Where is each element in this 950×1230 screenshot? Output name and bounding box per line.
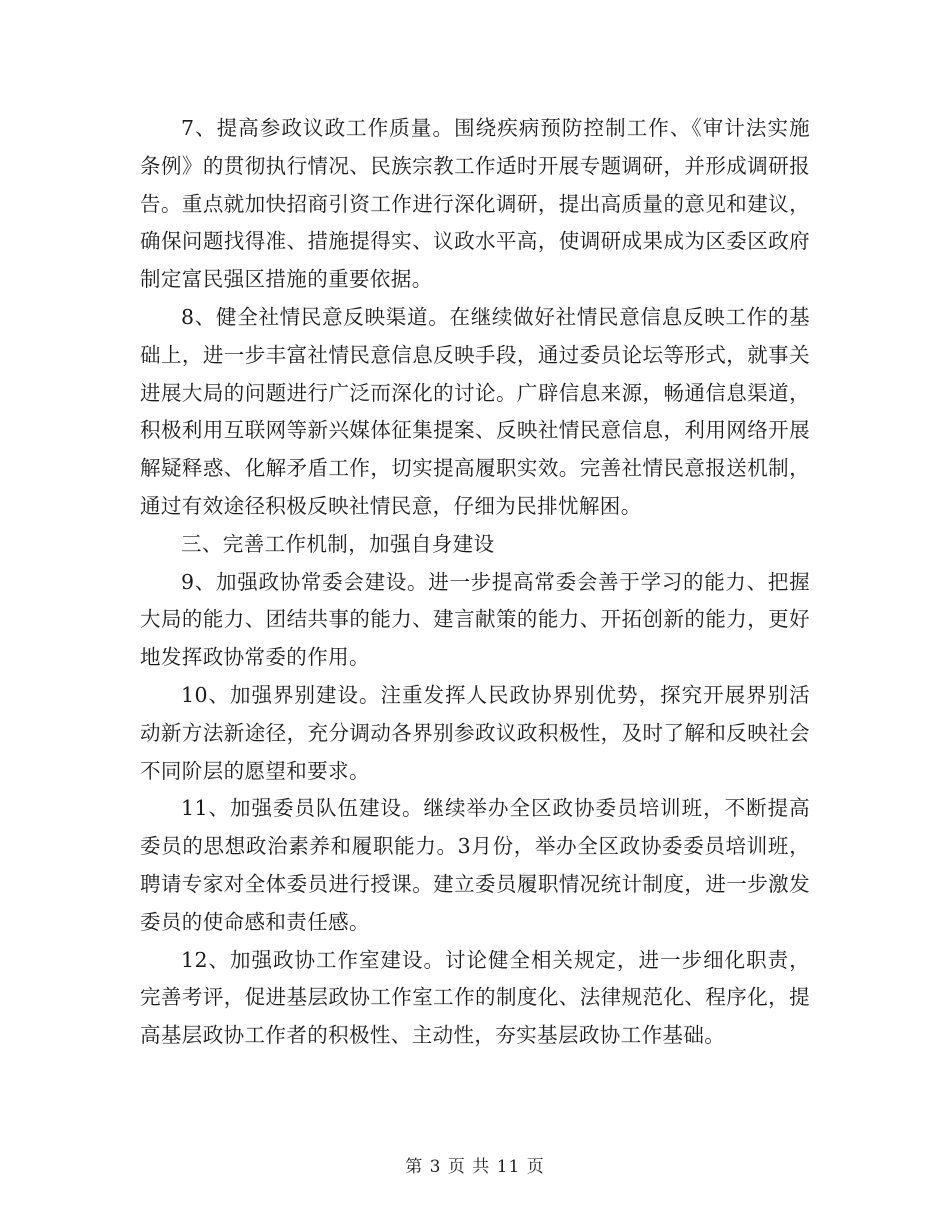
section-heading: 三、完善工作机制，加强自身建设 (181, 531, 495, 556)
page-footer (0, 1152, 950, 1177)
page-number-label: 第 3 页 共 11 页 (405, 1157, 545, 1177)
paragraph-8: 8、健全社情民意反映渠道。在继续做好社情民意信息反映工作的基础上，进一步丰富社情民意信息反映手段，通过委员论坛等形式，就事关进展大局的问题进行广泛而深化的讨论。广辟信息来源，畅通信息渠道，积极利用互联网等新兴媒体征集提案、反映社情民意信息，利用网络开展解疑释惑、化解矛盾工作，切实提高履职实效。完善社情民意报送机制，通过有效途径积极反映社情民意，仔细为民排忧解困。 (140, 304, 810, 518)
paragraph-12: 12、加强政协工作室建设。讨论健全相关规定，进一步细化职责，完善考评，促进基层政协工作室工作的制度化、法律规范化、程序化，提高基层政协工作者的积极性、主动性，夯实基层政协工作基础。 (140, 947, 810, 1048)
paragraph-7: 7、提高参政议政工作质量。围绕疾病预防控制工作、《审计法实施条例》的贯彻执行情况、民族宗教工作适时开展专题调研，并形成调研报告。重点就加快招商引资工作进行深化调研，提出高质量的意见和建议，确保问题找得准、措施提得实、议政水平高，使调研成果成为区委区政府制定富民强区措施的重要依据。 (140, 116, 810, 292)
paragraph-9: 9、加强政协常委会建设。进一步提高常委会善于学习的能力、把握大局的能力、团结共事的能力、建言献策的能力、开拓创新的能力，更好地发挥政协常委的作用。 (140, 569, 810, 670)
document-body (140, 110, 810, 1055)
paragraph-10: 10、加强界别建设。注重发挥人民政协界别优势，探究开展界别活动新方法新途径，充分调动各界别参政议政积极性，及时了解和反映社会不同阶层的愿望和要求。 (140, 682, 810, 783)
paragraph-11: 11、加强委员队伍建设。继续举办全区政协委员培训班，不断提高委员的思想政治素养和履职能力。3月份，举办全区政协委委员培训班，聘请专家对全体委员进行授课。建立委员履职情况统计制度，进一步激发委员的使命感和责任感。 (140, 796, 810, 934)
